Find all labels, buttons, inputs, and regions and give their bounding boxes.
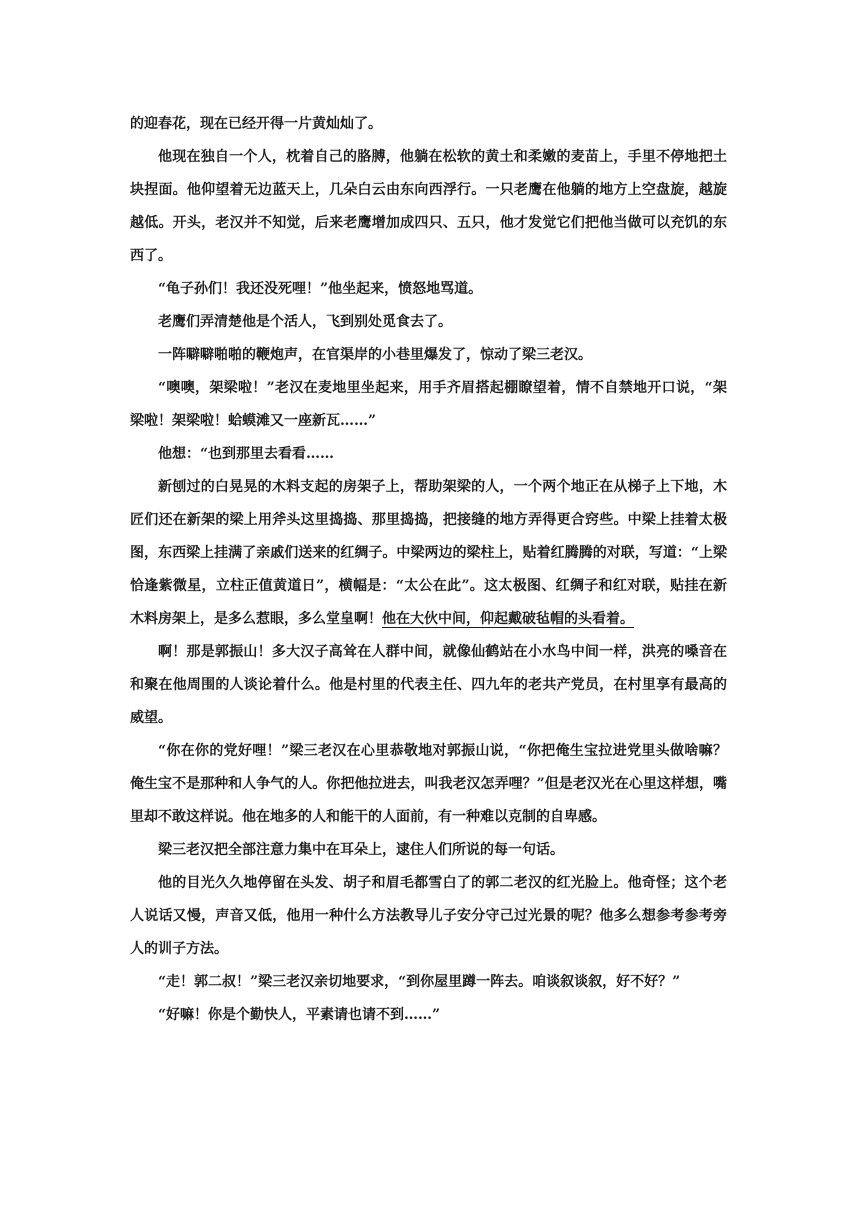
paragraph: 他现在独自一个人，枕着自己的胳膊，他躺在松软的黄土和柔嫩的麦苗上，手里不停地把土块捏面。他仰望着无边蓝天上，几朵白云由东向西浮行。一只老鹰在他躺的地方上空盘旋，越旋越低。开头，老汉并不知觉，后来老鹰增加成四只、五只，他才发觉它们把他当做可以充饥的东西了。 — [130, 149, 727, 264]
paragraph: 他的目光久久地停留在头发、胡子和眉毛都雪白了的郭二老汉的红光脸上。他奇怪；这个老人说话又慢，声音又低，他用一种什么方法教导儿子安分守己过光景的呢？他多么想参考参考旁人的训子方法。 — [130, 875, 727, 957]
paragraph-text: 新刨过的白晃晃的木料支起的房架子上，帮助架梁的人，一个两个地正在从梯子上下地，木匠们还在新架的梁上用斧头这里捣捣、那里捣捣，把接缝的地方弄得更合窍些。中梁上挂着太极图，东西梁上挂满了亲戚们送来的红绸子。中梁两边的梁柱上，贴着红腾腾的对联，写道：“上梁恰逢紫微星，立柱正值黄道日”，横幅是：“太公在此”。这太极图、红绸子和红对联，贴挂在新木料房架上，是多么惹眼，多么堂皇啊！ — [130, 479, 727, 627]
paragraph — [130, 471, 727, 636]
paragraph: “走！郭二叔！”梁三老汉亲切地要求，“到你屋里蹲一阵去。咱谈叙谈叙，好不好？” — [158, 974, 681, 990]
document-body — [130, 108, 727, 1032]
paragraph: 啊！那是郭振山！多大汉子高耸在人群中间，就像仙鹤站在小水鸟中间一样，洪亮的嗓音在和聚在他周围的人谈论着什么。他是村里的代表主任、四九年的老共产党员，在村里享有最高的威望。 — [130, 644, 727, 726]
paragraph: 梁三老汉把全部注意力集中在耳朵上，逮住人们所说的每一句话。 — [158, 842, 564, 858]
paragraph: 老鹰们弄清楚他是个活人，飞到别处觅食去了。 — [158, 314, 452, 330]
paragraph: 一阵噼噼啪啪的鞭炮声，在官渠岸的小巷里爆发了，惊动了梁三老汉。 — [158, 347, 592, 363]
paragraph: 他想：“也到那里去看看…… — [158, 446, 335, 462]
paragraph: 的迎春花，现在已经开得一片黄灿灿了。 — [130, 116, 382, 132]
paragraph: “你在你的党好哩！”梁三老汉在心里恭敬地对郭振山说，“你把俺生宝拉进党里头做啥嘛？俺生宝不是那种和人争气的人。你把他拉进去，叫我老汉怎弄哩？”但是老汉光在心里这样想，嘴里却不敢这样说。他在地多的人和能干的人面前，有一种难以克制的自卑感。 — [130, 743, 727, 825]
paragraph: “好嘛！你是个勤快人，平素请也请不到……” — [158, 1007, 441, 1023]
paragraph: “龟子孙们！我还没死哩！”他坐起来，愤怒地骂道。 — [158, 281, 483, 297]
paragraph: “噢噢，架梁啦！”老汉在麦地里坐起来，用手齐眉搭起棚瞭望着，情不自禁地开口说，“架梁啦！架梁啦！蛤蟆滩又一座新瓦……” — [130, 380, 727, 429]
underlined-sentence: 他在大伙中间，仰起戴破毡帽的头看着。 — [382, 611, 634, 627]
